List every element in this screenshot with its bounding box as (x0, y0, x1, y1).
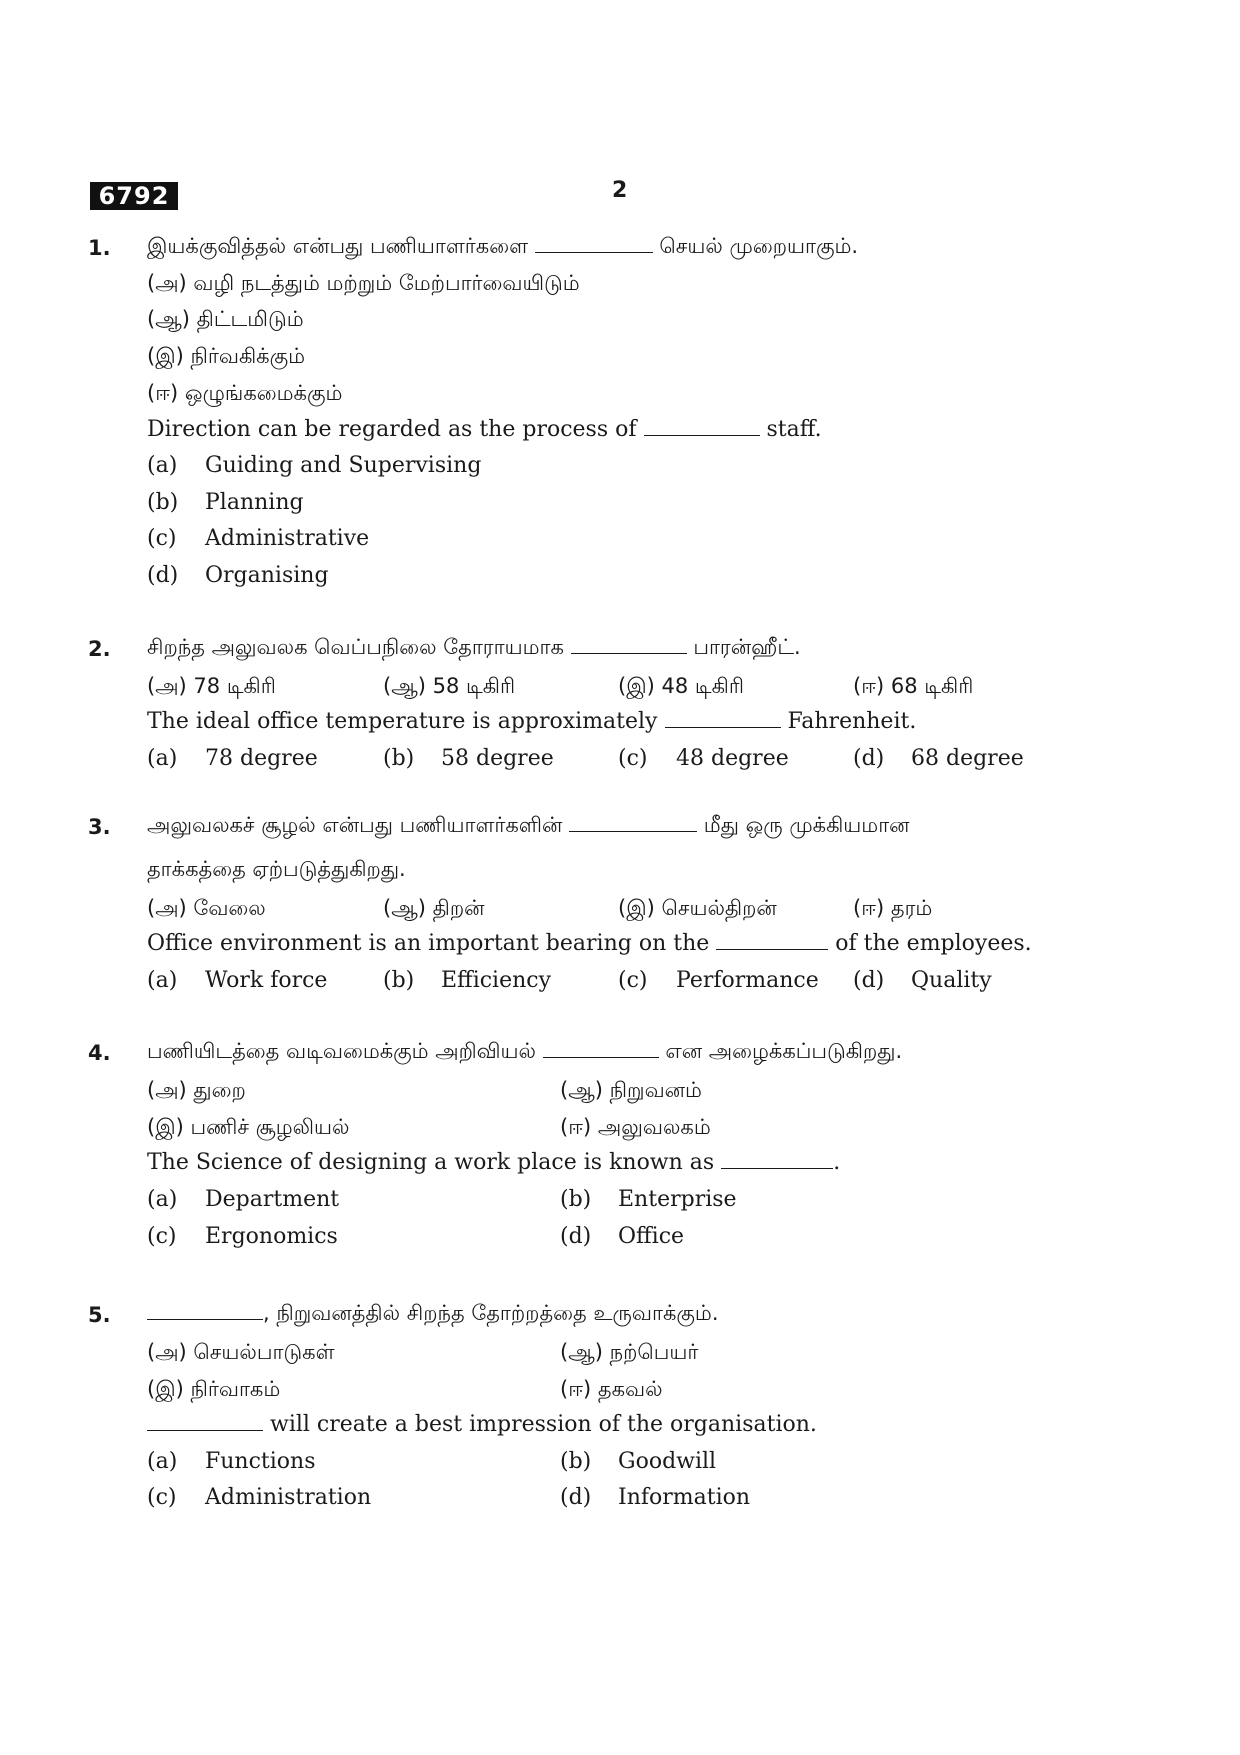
option-text: Office (618, 1224, 685, 1249)
option-label: (இ) (147, 1377, 184, 1401)
option-text: 78 டிகிரி (193, 674, 276, 698)
option-text: அலுவலகம் (597, 1115, 711, 1139)
option-label: (d) (853, 746, 885, 771)
option-label: (ஈ) (147, 381, 179, 405)
option-text: தகவல் (597, 1377, 663, 1401)
option-en-b (147, 489, 304, 517)
stem-text: இயக்குவித்தல் என்பது பணியாளர்களை (147, 234, 529, 258)
option-label: (d) (560, 1485, 592, 1510)
option-text: நிர்வாகம் (190, 1377, 281, 1401)
option-text: 48 degree (676, 746, 789, 771)
option-label: (c) (147, 526, 177, 551)
option-text: நற்பெயர் (609, 1340, 699, 1364)
stem-text: will create a best impression of the organisation. (270, 1412, 817, 1437)
option-text: Ergonomics (205, 1224, 338, 1249)
question-stem-tamil (147, 1037, 902, 1065)
question-number: 2. (88, 637, 111, 661)
option-en-d (147, 562, 329, 590)
option-label: (d) (147, 563, 179, 588)
option-label: (a) (147, 453, 178, 478)
option-text: Administrative (205, 526, 370, 551)
option-label: (அ) (147, 271, 187, 295)
option-en-d (853, 745, 1024, 773)
option-text: துறை (193, 1078, 246, 1102)
answer-blank (147, 1301, 263, 1320)
option-label: (அ) (147, 896, 187, 920)
option-en-d (560, 1484, 750, 1512)
option-text: Planning (205, 490, 304, 515)
option-label: (ஆ) (147, 307, 190, 331)
option-en-b (383, 967, 551, 995)
option-text: 68 degree (911, 746, 1024, 771)
option-text: 48 டிகிரி (661, 674, 744, 698)
option-text: 58 டிகிரி (432, 674, 516, 698)
option-ta-b (147, 305, 304, 333)
answer-blank (716, 931, 828, 950)
option-label: (c) (147, 1224, 177, 1249)
stem-text: The ideal office temperature is approximately (147, 709, 658, 734)
option-en-d (560, 1223, 684, 1251)
question-number: 4. (88, 1041, 111, 1065)
option-ta-b (560, 1076, 702, 1104)
answer-blank (147, 1412, 263, 1431)
option-label: (b) (560, 1449, 592, 1474)
option-ta-d (560, 1375, 663, 1403)
option-label: (c) (618, 746, 648, 771)
option-en-c (147, 525, 369, 553)
option-label: (ஆ) (560, 1340, 603, 1364)
option-label: (அ) (147, 1340, 187, 1364)
option-label: (a) (147, 1187, 178, 1212)
option-label: (ஆ) (560, 1078, 603, 1102)
option-label: (ஆ) (383, 896, 426, 920)
option-text: தரம் (890, 896, 933, 920)
option-ta-c (618, 894, 777, 922)
option-label: (இ) (147, 1115, 184, 1139)
option-en-c (618, 967, 819, 995)
option-label: (அ) (147, 674, 187, 698)
option-text: திட்டமிடும் (196, 307, 304, 331)
option-text: Administration (205, 1485, 372, 1510)
stem-text: பாரன்ஹீட். (693, 635, 801, 659)
option-label: (d) (560, 1224, 592, 1249)
stem-text: Direction can be regarded as the process of (147, 417, 637, 442)
option-label: (ஆ) (383, 674, 426, 698)
option-text: Department (205, 1187, 340, 1212)
option-ta-b (383, 894, 485, 922)
question-stem-tamil (147, 232, 858, 260)
option-label: (b) (560, 1187, 592, 1212)
option-ta-b (383, 672, 515, 700)
option-text: பணிச் சூழலியல் (190, 1115, 350, 1139)
option-text: செயல்பாடுகள் (193, 1340, 335, 1364)
stem-text: Fahrenheit. (787, 709, 917, 734)
option-en-a (147, 745, 318, 773)
option-en-b (560, 1448, 716, 1476)
option-label: (c) (147, 1485, 177, 1510)
option-en-c (618, 745, 789, 773)
question-stem-english (147, 1411, 817, 1439)
option-text: திறன் (432, 896, 485, 920)
option-text: Information (618, 1485, 751, 1510)
option-en-a (147, 452, 481, 480)
stem-text: of the employees. (835, 931, 1032, 956)
stem-text: சிறந்த அலுவலக வெப்பநிலை தோராயமாக (147, 635, 564, 659)
option-label: (ஈ) (853, 896, 885, 920)
answer-blank (571, 635, 687, 654)
stem-text: அலுவலகச் சூழல் என்பது பணியாளர்களின் (147, 813, 563, 837)
option-ta-d (853, 672, 973, 700)
option-label: (a) (147, 968, 178, 993)
option-en-b (560, 1186, 737, 1214)
option-text: 58 degree (441, 746, 554, 771)
option-text: 78 degree (205, 746, 318, 771)
stem-text: The Science of designing a work place is known as (147, 1150, 715, 1175)
option-label: (a) (147, 746, 178, 771)
option-en-a (147, 1448, 316, 1476)
option-ta-c (618, 672, 744, 700)
question-stem-english (147, 930, 1032, 958)
option-ta-d (560, 1113, 711, 1141)
question-stem-english (147, 708, 916, 736)
question-stem-tamil (147, 1299, 719, 1327)
option-text: Quality (911, 968, 992, 993)
option-label: (ஈ) (560, 1377, 592, 1401)
option-ta-c (147, 1375, 280, 1403)
option-en-d (853, 967, 992, 995)
option-ta-d (147, 379, 342, 407)
question-stem-tamil (147, 811, 910, 839)
option-label: (b) (147, 490, 179, 515)
option-label: (d) (853, 968, 885, 993)
option-label: (b) (383, 968, 415, 993)
option-en-a (147, 1186, 339, 1214)
option-label: (c) (618, 968, 648, 993)
option-text: Work force (205, 968, 328, 993)
option-text: Organising (205, 563, 329, 588)
question-stem-english (147, 1149, 840, 1177)
option-text: நிர்வகிக்கும் (190, 344, 306, 368)
answer-blank (721, 1150, 833, 1169)
option-label: (இ) (147, 344, 184, 368)
answer-blank (644, 417, 760, 436)
stem-text: செயல் முறையாகும். (659, 234, 859, 258)
option-text: வழி நடத்தும் மற்றும் மேற்பார்வையிடும் (193, 271, 580, 295)
stem-text: , நிறுவனத்தில் சிறந்த தோற்றத்தை உருவாக்கும். (263, 1301, 719, 1325)
option-text: Functions (205, 1449, 316, 1474)
option-ta-a (147, 894, 266, 922)
option-ta-c (147, 1113, 350, 1141)
option-label: (b) (383, 746, 415, 771)
stem-text: பணியிடத்தை வடிவமைக்கும் அறிவியல் (147, 1039, 536, 1063)
option-text: Performance (676, 968, 819, 993)
option-en-a (147, 967, 327, 995)
option-label: (ஈ) (560, 1115, 592, 1139)
option-en-c (147, 1484, 371, 1512)
option-label: (ஈ) (853, 674, 885, 698)
option-label: (a) (147, 1449, 178, 1474)
stem-text: மீது ஒரு முக்கியமான (703, 813, 910, 837)
option-en-c (147, 1223, 338, 1251)
exam-code-box: 6792 (90, 182, 178, 210)
option-text: Enterprise (618, 1187, 737, 1212)
option-label: (இ) (618, 674, 655, 698)
option-ta-a (147, 1076, 246, 1104)
question-number: 3. (88, 815, 111, 839)
option-ta-b (560, 1338, 698, 1366)
option-text: நிறுவனம் (609, 1078, 702, 1102)
option-text: செயல்திறன் (661, 896, 777, 920)
option-text: Efficiency (441, 968, 552, 993)
question-number: 1. (88, 236, 111, 260)
option-text: 68 டிகிரி (890, 674, 974, 698)
answer-blank (543, 1039, 659, 1058)
option-text: Goodwill (618, 1449, 717, 1474)
stem-text: என அழைக்கப்படுகிறது. (665, 1039, 903, 1063)
option-ta-a (147, 1338, 335, 1366)
option-en-b (383, 745, 554, 773)
answer-blank (569, 813, 697, 832)
stem-text: . (833, 1150, 841, 1175)
question-stem-tamil (147, 633, 801, 661)
option-ta-a (147, 269, 580, 297)
question-stem-tamil-line2: தாக்கத்தை ஏற்படுத்துகிறது. (147, 857, 406, 881)
option-label: (அ) (147, 1078, 187, 1102)
option-label: (இ) (618, 896, 655, 920)
question-stem-english (147, 416, 822, 444)
option-text: வேலை (193, 896, 266, 920)
answer-blank (535, 234, 653, 253)
stem-text: staff. (766, 417, 822, 442)
question-number: 5. (88, 1303, 111, 1327)
answer-blank (665, 709, 781, 728)
option-ta-d (853, 894, 932, 922)
option-ta-a (147, 672, 276, 700)
option-text: Guiding and Supervising (205, 453, 482, 478)
stem-text: Office environment is an important bearing on the (147, 931, 710, 956)
option-text: ஒழுங்கமைக்கும் (184, 381, 343, 405)
page-number: 2 (612, 178, 628, 203)
option-ta-c (147, 342, 305, 370)
